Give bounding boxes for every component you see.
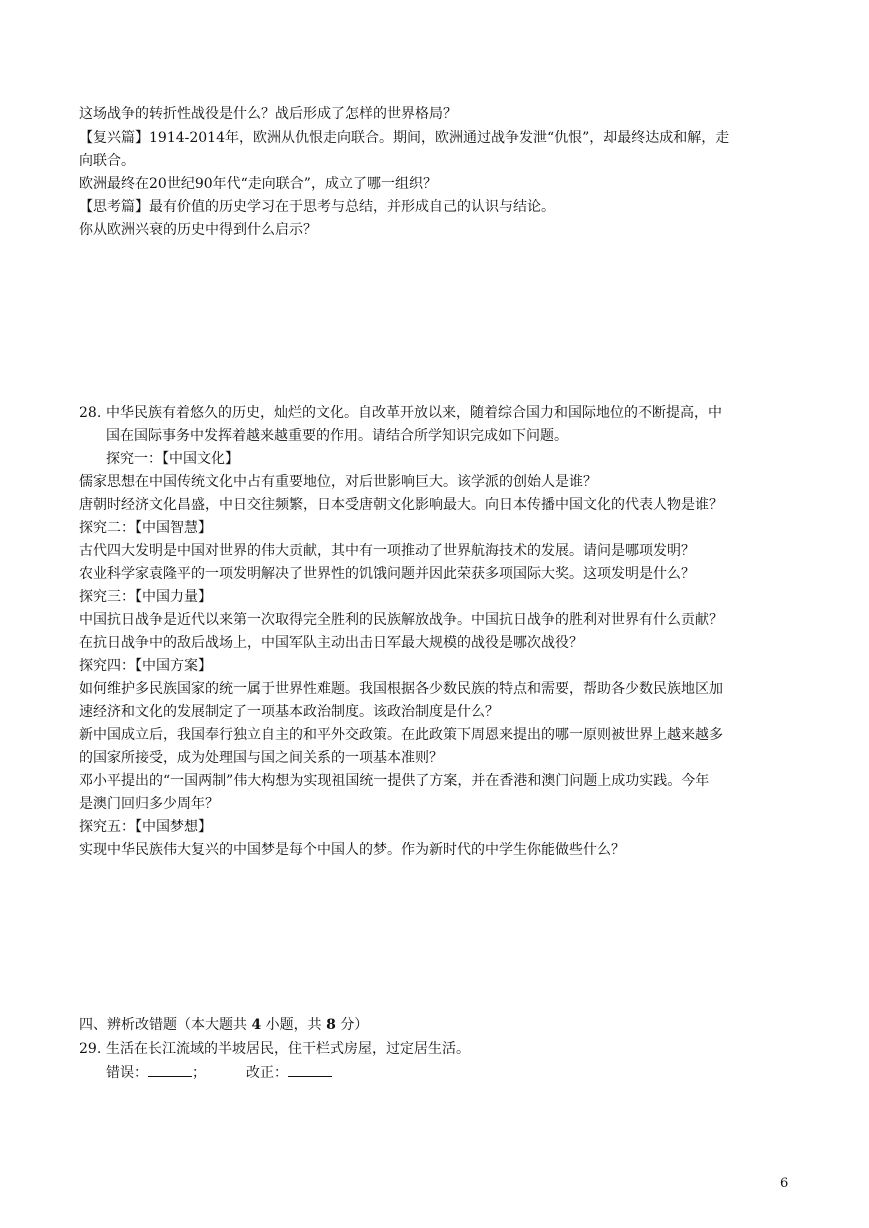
question-count: 4 (251, 1017, 262, 1033)
question-line: 唐朝时经济文化昌盛，中日交往频繁，日本受唐朝文化影响最大。向日本传播中国文化的代表人物是谁？ (79, 497, 723, 513)
question-line: 新中国成立后，我国奉行独立自主的和平外交政策。在此政策下周恩来提出的哪一原则被世界上越来越多 (79, 727, 723, 743)
question-line: 中国抗日战争是近代以来第一次取得完全胜利的民族解放战争。中国抗日战争的胜利对世界有什么贡献？ (79, 612, 723, 628)
question-line: 邓小平提出的“一国两制”伟大构想为实现祖国统一提供了方案，并在香港和澳门问题上成功实践。今年 (79, 773, 710, 789)
answer-row (106, 1062, 821, 1084)
fix-label: 改正： (246, 1065, 288, 1081)
question-line: 你从欧洲兴衰的历史中得到什么启示？ (79, 222, 317, 238)
question-number: 29. (79, 1041, 102, 1057)
question-intro: 国在国际事务中发挥着越来越重要的作用。请结合所学知识完成如下问题。 (106, 428, 568, 444)
question-line: 是澳门回归多少周年？ (79, 796, 219, 812)
explore-heading: 探究五：【中国梦想】 (79, 819, 212, 835)
question-number: 28. (79, 405, 102, 421)
question-line: 【思考篇】最有价值的历史学习在于思考与总结，并形成自己的认识与结论。 (79, 199, 555, 215)
question-intro: 中华民族有着悠久的历史，灿烂的文化。自改革开放以来，随着综合国力和国际地位的不断提高，中 (106, 405, 722, 421)
section-heading-prefix: 四、辨析改错题（本大题共 (79, 1017, 247, 1033)
question-line: 如何维护多民族国家的统一属于世界性难题。我国根据各少数民族的特点和需要，帮助各少数民族地区加 (79, 681, 723, 697)
explore-heading: 探究三：【中国力量】 (79, 589, 212, 605)
question-line: 速经济和文化的发展制定了一项基本政治制度。该政治制度是什么？ (79, 704, 499, 720)
section-score: 8 (326, 1017, 336, 1033)
question-text: 生活在长江流域的半坡居民，住干栏式房屋，过定居生活。 (106, 1041, 470, 1057)
error-label: 错误： (106, 1065, 148, 1081)
question-line: 【复兴篇】1914-2014年，欧洲从仇恨走向联合。期间，欧洲通过战争发泄“仇恨”，却最终达成和解，走 (79, 130, 730, 146)
explore-heading: 探究四：【中国方案】 (79, 658, 212, 674)
explore-heading: 探究一：【中国文化】 (106, 451, 239, 467)
section-heading-mid: 小题，共 (265, 1017, 322, 1033)
fix-answer-blank[interactable] (288, 1062, 332, 1077)
question-line: 这场战争的转折性战役是什么？战后形成了怎样的世界格局？ (79, 106, 457, 122)
question-line: 向联合。 (79, 153, 135, 169)
question-line: 在抗日战争中的敌后战场上，中国军队主动出击日军最大规模的战役是哪次战役？ (79, 635, 583, 651)
question-line: 欧洲最终在20世纪90年代“走向联合”，成立了哪一组织？ (79, 176, 437, 192)
error-answer-blank[interactable] (148, 1062, 192, 1077)
explore-heading: 探究二：【中国智慧】 (79, 520, 212, 536)
question-line: 儒家思想在中国传统文化中占有重要地位，对后世影响巨大。该学派的创始人是谁？ (79, 474, 597, 490)
page-number: 6 (780, 1176, 789, 1191)
section-heading (79, 1014, 794, 1036)
question-line: 农业科学家袁隆平的一项发明解决了世界性的饥饿问题并因此荣获多项国际大奖。这项发明是什么？ (79, 566, 695, 582)
question-line: 实现中华民族伟大复兴的中国梦是每个中国人的梦。作为新时代的中学生你能做些什么？ (79, 842, 625, 858)
question-line: 的国家所接受，成为处理国与国之间关系的一项基本准则？ (79, 750, 443, 766)
section-heading-suffix: 分） (340, 1017, 369, 1033)
question-line: 古代四大发明是中国对世界的伟大贡献，其中有一项推动了世界航海技术的发展。请问是哪项发明？ (79, 543, 695, 559)
separator: ； (192, 1065, 206, 1081)
